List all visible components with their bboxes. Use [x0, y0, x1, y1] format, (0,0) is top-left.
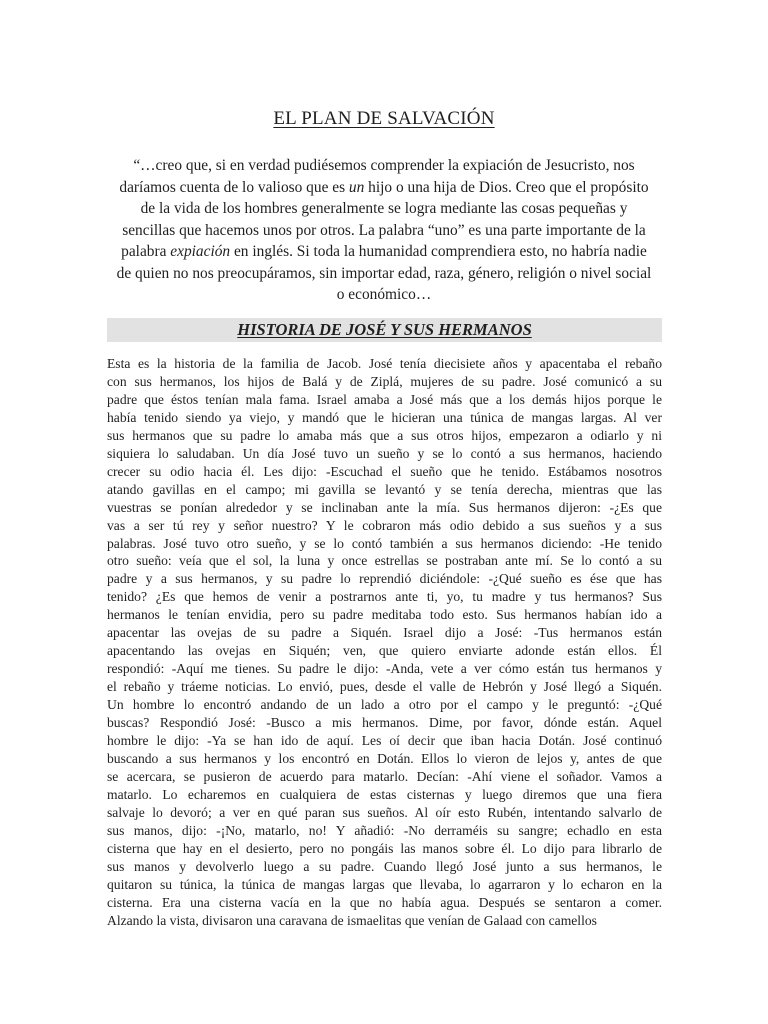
document-title: [0, 108, 768, 130]
story-line: buscas? Respondió José: -Busco a mis hermanos. Dime, por favor, dónde están. Aquel: [107, 715, 662, 731]
story-line: apacentando las ovejas en Siquén; ven, que quiero enviarte adonde están ellos. Él: [107, 643, 662, 659]
story-line: siquiera lo saludaban. Un día José tuvo un sueño y se lo contó a sus hermanos, haciendo: [107, 445, 662, 461]
quote-part-1: “…creo que, si en verdad pudiésemos comprender la expiación de Jesucristo, nos daríamos cuenta de lo valioso que es: [119, 157, 635, 196]
story-line: había tenido siendo ya viejo, y mandó que le hicieran una túnica de mangas largas. Al ver: [107, 409, 662, 425]
quote-part-3: en inglés. Si toda la humanidad comprendiera esto, no habría nadie de quien no nos preocupáramos, sin importar edad, raza, género, religión o nivel social o económico…: [116, 243, 652, 303]
story-line: crecer su odio hacia él. Les dijo: -Escuchad el sueño que he tenido. Estábamos nosotros: [107, 463, 662, 479]
story-line: con sus hermanos, los hijos de Balá y de Ziplá, mujeres de su padre. José comunicó a su: [107, 373, 662, 389]
quote-part-2: hijo o una hija de Dios. Creo que el propósito de la vida de los hombres generalmente se logra mediante las cosas pequeñas y sencillas que hacemos unos por otros. La palabra “uno” es una parte importante de la palabra: [121, 178, 649, 260]
quote-emphasis-2: expiación: [170, 243, 231, 260]
story-line: sus manos y devolverlo luego a su padre. Cuando llegó José junto a sus hermanos, le: [107, 858, 662, 874]
story-line: cisterna. Era una cisterna vacía en la que no había agua. Después se sentaron a comer.: [107, 894, 662, 910]
story-line: atando gavillas en el campo; mi gavilla se levantó y se tenía derecha, mientras que las: [107, 481, 662, 497]
opening-quote: [114, 155, 654, 306]
story-line: matarlo. Lo echaremos en cualquiera de estas cisternas y luego diremos que una fiera: [107, 786, 662, 802]
story-line: cisterna que hay en el desierto, pero no pongáis las manos sobre él. Lo dijo para librarlo de: [107, 840, 662, 856]
document-title-text: EL PLAN DE SALVACIÓN: [273, 108, 495, 129]
story-line: quitaron su túnica, la túnica de mangas largas que llevaba, lo agarraron y lo echaron en la: [107, 876, 662, 892]
story-line: vas a ser tú rey y señor nuestro? Y le cobraron más odio debido a sus sueños y a sus: [107, 517, 662, 533]
story-line: sus hermanos que su padre lo amaba más que a sus otros hijos, empezaron a odiarlo y ni: [107, 427, 662, 443]
story-line: palabras. José tuvo otro sueño, y se lo contó también a sus hermanos diciendo: -He tenido: [107, 535, 662, 551]
story-line: respondió: -Aquí me tienes. Su padre le dijo: -Anda, vete a ver cómo están tus hermanos y: [107, 661, 662, 677]
quote-emphasis-1: un: [348, 178, 365, 196]
section-heading: HISTORIA DE JOSÉ Y SUS HERMANOS: [237, 320, 532, 339]
story-line: padre que éstos tenían mala fama. Israel amaba a José más que a los demás hijos porque le: [107, 391, 662, 407]
story-line: el rebaño y tráeme noticias. Lo envió, pues, desde el valle de Hebrón y José llegó a Siquén.: [107, 679, 662, 695]
story-line: se acercara, se pusieron de acuerdo para matarlo. Decían: -Ahí viene el soñador. Vamos a: [107, 768, 662, 784]
story-line: Alzando la vista, divisaron una caravana de ismaelitas que venían de Galaad con camellos: [107, 912, 597, 928]
story-line: padre y a sus hermanos, y su padre lo reprendió diciéndole: -¿Qué sueño es ése que has: [107, 571, 662, 587]
story-line: hermanos le tenían envidia, pero su padre meditaba todo esto. Sus hermanos habían ido a: [107, 607, 662, 623]
story-line: apacentar las ovejas de su padre a Siquén. Israel dijo a José: -Tus hermanos están: [107, 625, 662, 641]
story-line: vuestras se ponían alrededor y se inclinaban ante la mía. Sus hermanos dijeron: -¿Es que: [107, 499, 662, 515]
story-line: salvaje lo devoró; a ver en qué paran sus sueños. Al oír esto Rubén, intentando salvarlo de: [107, 804, 662, 820]
story-body: [107, 355, 662, 930]
story-line: Esta es la historia de la familia de Jacob. José tenía diecisiete años y apacentaba el rebaño: [107, 356, 662, 371]
story-line: buscando a sus hermanos y los encontró en Dotán. Ellos lo vieron de lejos y, antes de que: [107, 750, 662, 766]
story-line: Un hombre lo encontró andando de un lado a otro por el campo y le preguntó: -¿Qué: [107, 697, 662, 713]
story-line: tenido? ¿Es que hemos de venir a postrarnos ante ti, yo, tu madre y tus hermanos? Sus: [107, 589, 662, 605]
story-line: sus manos, dijo: -¡No, matarlo, no! Y añadió: -No derraméis su sangre; echadlo en esta: [107, 822, 662, 838]
story-line: hombre le dijo: -Ya se han ido de aquí. Les oí decir que iban hacia Dotán. José continuó: [107, 733, 662, 749]
story-line: otro sueño: veía que el sol, la luna y once estrellas se postraban ante mí. Se lo contó a su: [107, 553, 662, 569]
